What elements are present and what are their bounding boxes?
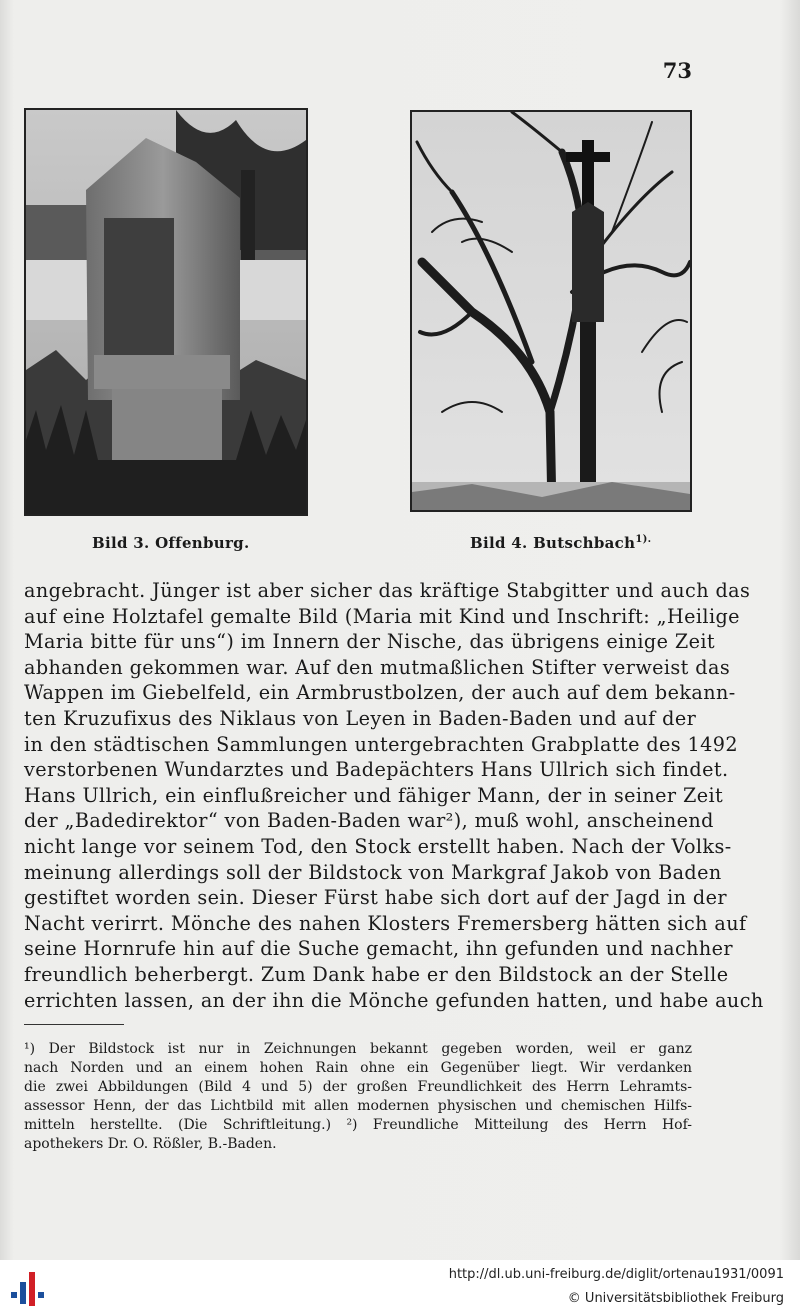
copyright-notice: © Universitätsbibliothek Freiburg [567,1291,784,1306]
footnote-line: mitteln herstellte. (Die Schriftleitung.) ²) Freundliche Mitteilung des Herrn Hof- [24,1117,692,1133]
caption-text: Bild 3. Offenburg. [92,534,250,552]
page-number: 73 [662,58,692,83]
footnote-ref: 1). [635,534,652,545]
text-line: Nacht verirrt. Mönche des nahen Klosters Fremersberg hätten sich auf [24,911,747,935]
library-footer [0,1260,800,1316]
text-line: ten Kruzufixus des Niklaus von Leyen in Baden-Baden und auf der [24,706,697,730]
footnote-line: ¹) Der Bildstock ist nur in Zeichnungen bekannt gegeben worden, weil er ganz [24,1041,692,1057]
figure-caption-1 [92,534,250,552]
text-line: abhanden gekommen war. Auf den mutmaßlichen Stifter verweist das [24,655,731,679]
text-line: verstorbenen Wundarztes und Badepächters Hans Ullrich sich findet. [24,758,729,782]
photo-tree-cross [410,110,692,512]
footnote-line: apothekers Dr. O. Rößler, B.-Baden. [24,1136,277,1152]
footnote-line: nach Norden und an einem hohen Rain ohne ein Gegenüber liegt. Wir verdanken [24,1060,692,1076]
text-line: Hans Ullrich, ein einflußreicher und fähiger Mann, der in seiner Zeit [24,783,724,807]
text-line: Wappen im Giebelfeld, ein Armbrustbolzen, der auch auf dem bekann- [24,681,736,705]
caption-text: Bild 4. Butschbach [470,534,636,552]
text-line: errichten lassen, an der ihn die Mönche gefunden hatten, und habe auch [24,988,764,1012]
text-line: angebracht. Jünger ist aber sicher das kräftige Stabgitter und auch das [24,579,751,602]
body-text [24,578,764,1013]
text-line: nicht lange vor seinem Tod, den Stock erstellt haben. Nach der Volks- [24,834,732,858]
footnote-line: die zwei Abbildungen (Bild 4 und 5) der großen Freundlichkeit des Herrn Lehramts- [24,1079,692,1095]
university-library-logo-icon [8,1268,50,1310]
footnote-line: assessor Henn, der das Lichtbild mit allen modernen physischen und chemischen Hilfs- [24,1098,692,1114]
photo-stone-shrine [24,108,308,516]
text-line: gestiftet worden sein. Dieser Fürst habe sich dort auf der Jagd in der [24,886,727,910]
text-line: seine Hornrufe hin auf die Suche gemacht, ihn gefunden und nachher [24,937,733,961]
text-line: freundlich beherbergt. Zum Dank habe er den Bildstock an der Stelle [24,962,729,986]
text-line: auf eine Holztafel gemalte Bild (Maria mit Kind und Inschrift: „Heilige [24,604,740,628]
footnotes [24,1040,692,1154]
text-line: in den städtischen Sammlungen untergebrachten Grabplatte des 1492 [24,732,738,756]
text-line: meinung allerdings soll der Bildstock von Markgraf Jakob von Baden [24,860,722,884]
text-line: der „Badedirektor“ von Baden-Baden war²), muß wohl, anscheinend [24,809,714,833]
footnote-divider [24,1024,124,1025]
figure-caption-2 [470,534,651,552]
text-line: Maria bitte für uns“) im Innern der Nische, das übrigens einige Zeit [24,630,715,654]
source-url-link[interactable]: http://dl.ub.uni-freiburg.de/diglit/ortenau1931/0091 [448,1267,784,1282]
